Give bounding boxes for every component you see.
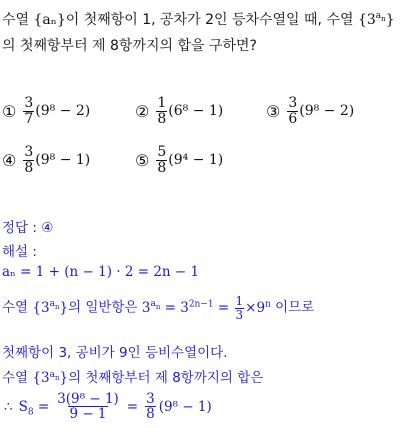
option-2[interactable] [135, 96, 223, 126]
question-line-1 [2, 9, 395, 29]
sequence-a-n: {aₙ} [33, 12, 66, 28]
option-3-fraction: $\frac{3}{6}$ [288, 95, 298, 127]
general-term-text-b: 의 일반항은 [68, 299, 138, 316]
general-term-text-c: 이므로 [275, 299, 315, 316]
question-line-2 [2, 35, 257, 55]
equals-sign: = [126, 398, 139, 415]
option-1-fraction: $\frac{3}{7}$ [24, 95, 34, 127]
result-fraction: $\frac{3}{8}$ [146, 391, 155, 423]
option-5-fraction: $\frac{5}{8}$ [157, 144, 167, 176]
option-1[interactable] [2, 96, 90, 126]
equation-a-n: aₙ = 1 + (n − 1) · 2 = 2n − 1 [2, 264, 200, 280]
question-text-a: 수열 [2, 12, 30, 28]
sum-intro-text-b: 의 첫째항부터 제 8항까지의 합은 [68, 370, 264, 386]
option-1-mark: ① [2, 101, 17, 121]
sum-intro-sequence: $\{3^{a_n}\}$ [32, 369, 69, 386]
option-1-tail: (9⁸ − 2) [35, 103, 91, 120]
sum-fraction: $\frac{\text{3(9⁸ − 1)}}{9 - 1}$ [57, 391, 119, 423]
s-8-symbol: $S_8$ = [18, 398, 50, 418]
option-4-fraction: $\frac{3}{8}$ [24, 144, 34, 176]
option-2-tail: (6⁸ − 1) [168, 103, 224, 120]
sum-intro-line [2, 366, 263, 386]
general-term-line [2, 295, 314, 321]
result-tail: (9⁸ − 1) [158, 398, 212, 415]
question-text-b: 이 첫째항이 1, 공차가 2인 등차수열일 때, 수열 [65, 12, 354, 28]
general-term-formula: $3^{a_n} = 3^{2n-1}$ = $\frac{1}{3}$ $\times 9^n$ [141, 294, 271, 322]
general-term-sequence: $\{3^{a_n}\}$ [32, 299, 69, 316]
sequence-3-pow-a-n: $\{3^{a_n}\}$ [357, 11, 395, 28]
answer-line: 정답 : ④ [2, 220, 54, 236]
option-4[interactable] [2, 145, 90, 175]
option-3-mark: ③ [266, 101, 281, 121]
option-3-tail: (9⁸ − 2) [299, 103, 355, 120]
sum-intro-text-a: 수열 [2, 370, 29, 386]
option-4-tail: (9⁸ − 1) [35, 152, 91, 169]
option-5-mark: ⑤ [135, 150, 150, 170]
option-4-mark: ④ [2, 150, 17, 170]
sum-equation [4, 392, 212, 421]
option-2-mark: ② [135, 101, 150, 121]
option-5[interactable] [135, 145, 223, 175]
option-3[interactable] [266, 96, 354, 126]
option-2-fraction: $\frac{1}{8}$ [157, 95, 167, 127]
therefore-sign: ∴ [4, 398, 13, 415]
ratio-line: 첫째항이 3, 공비가 9인 등비수열이다. [2, 345, 228, 361]
general-term-text-a: 수열 [2, 299, 29, 316]
option-5-tail: (9⁴ − 1) [168, 152, 224, 169]
explanation-heading: 해설 : [2, 244, 37, 260]
question-text-c: 의 첫째항부터 제 8항까지의 합을 구하면? [2, 38, 257, 54]
